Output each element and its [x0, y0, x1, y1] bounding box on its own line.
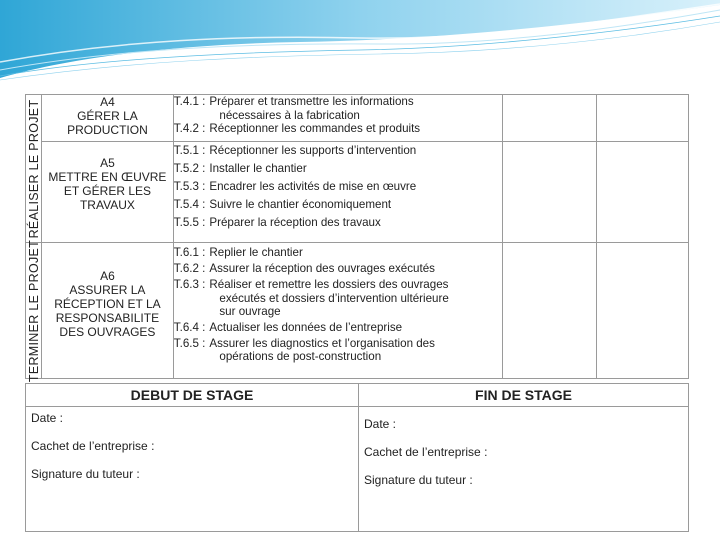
- task-text-continued: opérations de post-construction: [219, 350, 382, 364]
- activity-title-line: RÉCEPTION ET LA: [54, 297, 161, 311]
- task-text: Réaliser et remettre les dossiers des ouvrages: [209, 278, 449, 292]
- task-item: [174, 122, 502, 136]
- activity-title-line: ET GÉRER LES: [63, 184, 151, 198]
- blank-cell: [596, 95, 688, 142]
- fin-date-label: Date :: [364, 417, 397, 431]
- task-code: T.5.4 :: [173, 198, 206, 211]
- debut-cachet-label: Cachet de l’entreprise :: [31, 439, 155, 453]
- task-code: T.5.1 :: [173, 144, 206, 157]
- task-text: Assurer les diagnostics et l’organisation des: [209, 337, 435, 351]
- task-text: Préparer et transmettre les informations: [209, 95, 414, 108]
- task-code: T.5.5 :: [173, 216, 206, 229]
- task-text: Replier le chantier: [209, 246, 303, 259]
- task-code: T.4.1 :: [173, 95, 206, 108]
- debut-signature-label: Signature du tuteur :: [31, 467, 140, 481]
- blank-cell: [596, 142, 688, 243]
- activity-code: A4: [100, 95, 115, 109]
- blank-cell: [502, 95, 596, 142]
- task-item: [174, 196, 502, 214]
- activity-row-a4: [26, 95, 689, 142]
- activity-title-line: DES OUVRAGES: [59, 325, 156, 339]
- tasks-cell: [173, 142, 502, 243]
- debut-stage-section: [26, 407, 359, 532]
- blank-cell: [502, 142, 596, 243]
- activity-code: A5: [100, 156, 115, 170]
- blank-cell: [502, 243, 596, 379]
- activity-title-line: METTRE EN ŒUVRE: [48, 170, 167, 184]
- activity-cell: [42, 95, 174, 142]
- activity-title-line: GÉRER LA: [77, 109, 138, 123]
- activity-row-a6: [26, 243, 689, 379]
- task-text: Actualiser les données de l’entreprise: [209, 321, 403, 335]
- task-text: Réceptionner les commandes et produits: [209, 122, 421, 135]
- task-text: Réceptionner les supports d’intervention: [209, 144, 417, 157]
- activity-cell: [42, 142, 174, 243]
- task-code: T.6.5 :: [173, 337, 206, 351]
- task-item: [174, 246, 502, 259]
- task-text: Préparer la réception des travaux: [209, 216, 381, 229]
- task-code: T.4.2 :: [173, 122, 206, 135]
- task-text: Encadrer les activités de mise en œuvre: [209, 180, 417, 193]
- task-text: Suivre le chantier économiquement: [209, 198, 392, 211]
- task-item: [174, 321, 502, 334]
- task-item: [174, 214, 502, 232]
- task-item: [174, 142, 502, 160]
- activity-row-a5: [26, 142, 689, 243]
- task-code: T.6.1 :: [173, 246, 206, 259]
- activity-title-line: RESPONSABILITE: [55, 311, 160, 325]
- task-item: [174, 160, 502, 178]
- task-item: [174, 337, 502, 363]
- task-code: T.6.2 :: [173, 262, 206, 276]
- activity-code: A6: [100, 269, 115, 283]
- task-text: Assurer la réception des ouvrages exécutés: [209, 262, 435, 276]
- decorative-wave-banner: [0, 0, 720, 90]
- task-code: T.5.2 :: [173, 162, 206, 175]
- activity-title-line: PRODUCTION: [67, 123, 148, 137]
- activity-cell: [42, 243, 174, 379]
- stage-table: [25, 383, 689, 532]
- activities-table: [25, 94, 689, 382]
- group-label-terminer: TERMINER LE PROJET: [26, 239, 41, 382]
- fin-cachet-label: Cachet de l’entreprise :: [364, 445, 488, 459]
- task-item: [174, 178, 502, 196]
- fin-stage-header: FIN DE STAGE: [359, 384, 689, 407]
- task-code: T.6.3 :: [173, 278, 206, 292]
- task-text-continued: exécutés et dossiers d’intervention ultérieure: [219, 291, 449, 305]
- task-code: T.5.3 :: [173, 180, 206, 193]
- tasks-cell: [173, 95, 502, 142]
- blank-cell: [596, 243, 688, 379]
- activity-title-line: ASSURER LA: [69, 283, 146, 297]
- group-label-realiser: RÉALISER LE PROJET: [26, 99, 41, 238]
- activity-title-line: TRAVAUX: [79, 198, 135, 212]
- fin-signature-label: Signature du tuteur :: [364, 473, 473, 487]
- task-text: Installer le chantier: [209, 162, 307, 175]
- task-text-continued: nécessaires à la fabrication: [219, 108, 360, 122]
- task-code: T.6.4 :: [173, 321, 206, 335]
- debut-date-label: Date :: [31, 411, 64, 425]
- task-text-continued: sur ouvrage: [219, 304, 281, 318]
- task-item: [174, 262, 502, 275]
- debut-stage-header: DEBUT DE STAGE: [26, 384, 359, 407]
- fin-stage-section: [359, 407, 689, 532]
- group-cell-terminer: [26, 239, 42, 382]
- tasks-cell: [173, 243, 502, 379]
- group-cell-realiser: [26, 95, 42, 243]
- task-item: [174, 278, 502, 318]
- task-item: [174, 95, 502, 122]
